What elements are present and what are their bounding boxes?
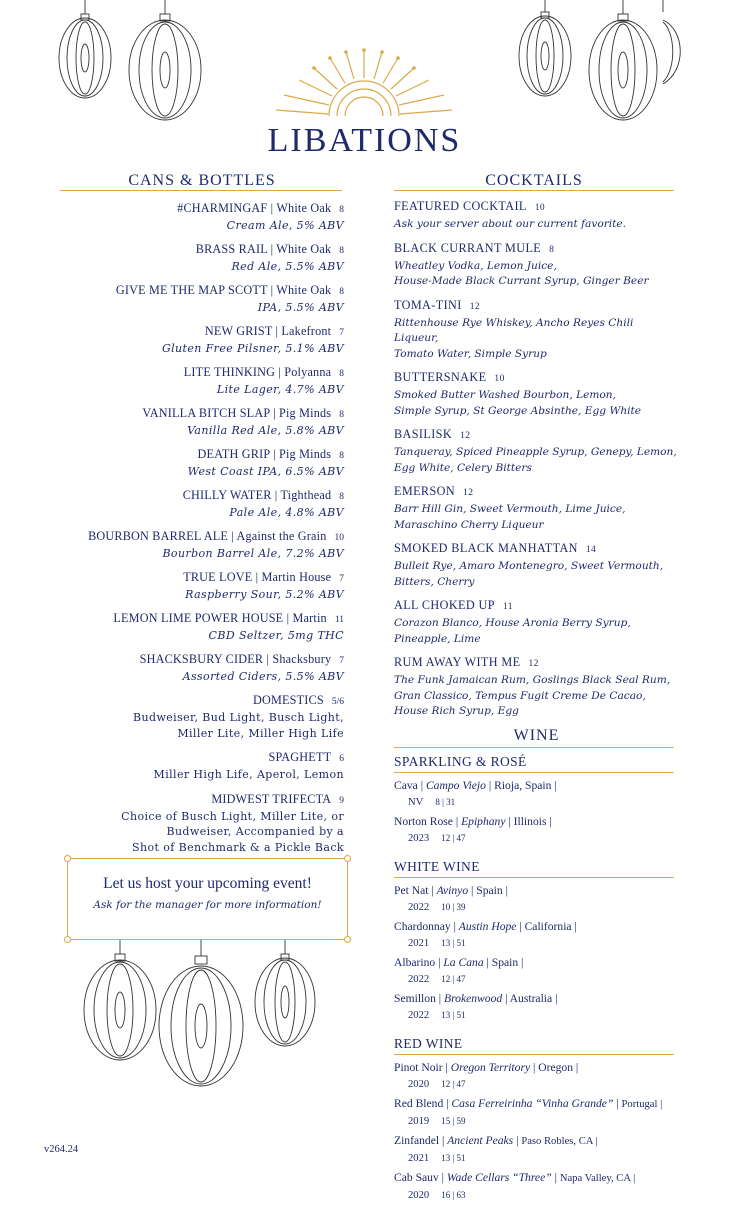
beer-price: 8: [339, 410, 344, 420]
beer-name: DEATH GRIP | Pig Minds: [197, 447, 332, 461]
wine-grape: Pet Nat: [394, 883, 429, 897]
wine-grape: Cab Sauv: [394, 1170, 439, 1184]
special-price: 6: [339, 754, 344, 764]
wine-divider: [394, 747, 674, 748]
wine-producer: La Cana: [443, 955, 484, 969]
wine-region: Spain |: [476, 883, 508, 897]
special-price: 5/6: [331, 697, 344, 707]
wine-region: Portugal |: [621, 1098, 663, 1110]
cocktail-name: FEATURED COCKTAIL: [394, 199, 527, 213]
special-name: SPAGHETT: [268, 750, 332, 764]
wine-producer: Epiphany: [461, 814, 506, 828]
beer-style: CBD Seltzer, 5mg THC: [208, 629, 344, 642]
cocktail-desc: Bulleit Rye, Amaro Montenegro, Sweet Vermouth,: [394, 560, 664, 572]
beer-price: 7: [339, 328, 344, 338]
cocktail-name: ALL CHOKED UP: [394, 598, 495, 612]
special-price: 9: [339, 795, 344, 806]
cocktail-desc: Simple Syrup, St George Absinthe, Egg White: [394, 404, 642, 417]
beer-item: [60, 446, 344, 479]
wine-item: Cava | Campo Viejo | Rioja, Spain | NV 8 | 31: [394, 778, 557, 808]
beer-price: 8: [339, 246, 344, 256]
special-item: [60, 791, 344, 856]
wine-section: [394, 859, 679, 1024]
menu-version: v264.24: [44, 1144, 79, 1155]
beer-item: [60, 487, 344, 520]
wine-year: 2022: [408, 973, 430, 985]
wine-section-divider: [394, 1054, 674, 1055]
beer-price: 8: [339, 451, 344, 461]
beer-price: 8: [339, 205, 344, 215]
cocktail-desc: Rittenhouse Rye Whiskey, Ancho Reyes Chili Liqueur,: [394, 316, 634, 344]
cocktails-list: [394, 198, 679, 1206]
cocktail-desc: Pineapple, Lime: [394, 632, 481, 645]
pendant-lamp-icon: [80, 940, 160, 1065]
event-subline: Ask for the manager for more information!: [93, 899, 322, 911]
cocktail-price: 12: [528, 659, 539, 669]
wine-year: 2020: [408, 1078, 430, 1090]
cocktail-desc: House-Made Black Currant Syrup, Ginger Beer: [394, 275, 649, 287]
wine-price: 13 | 51: [441, 937, 466, 948]
beer-style: Gluten Free Pilsner, 5.1% ABV: [161, 342, 344, 355]
page-title: LIBATIONS: [267, 122, 462, 159]
special-name: DOMESTICS: [252, 693, 324, 707]
cocktail-price: 12: [463, 488, 474, 498]
beer-name: SHACKSBURY CIDER | Shacksbury: [139, 652, 332, 666]
wine-grape: Norton Rose: [394, 814, 453, 828]
cocktail-desc: Smoked Butter Washed Bourbon, Lemon,: [394, 389, 616, 401]
beer-name: GIVE ME THE MAP SCOTT | White Oak: [115, 283, 332, 297]
beer-item: [60, 200, 344, 233]
special-desc: Shot of Benchmark & a Pickle Back: [132, 840, 344, 854]
wine-price: 15 | 59: [441, 1115, 466, 1126]
wine-year: NV: [408, 796, 424, 808]
special-desc: Miller High Life, Aperol, Lemon: [153, 768, 344, 781]
wine-producer: Avinyo: [436, 883, 469, 897]
wine-price: 12 | 47: [441, 832, 466, 843]
beer-name: BRASS RAIL | White Oak: [195, 242, 332, 256]
cocktail-name: RUM AWAY WITH ME: [394, 655, 521, 669]
wine-producer: Brokenwood: [444, 991, 503, 1005]
pendant-lamp-icon: [661, 0, 689, 90]
beer-price: 11: [334, 615, 344, 625]
wine-year: 2023: [408, 832, 430, 844]
wine-year: 2020: [408, 1189, 430, 1201]
wine-region: Australia |: [509, 991, 558, 1005]
cocktail-name: TOMA-TINI: [394, 297, 462, 312]
special-desc: Budweiser, Accompanied by a: [166, 825, 344, 838]
wine-section-title: WHITE WINE: [394, 858, 480, 874]
beer-name: CHILLY WATER | Tighthead: [182, 488, 332, 502]
wine-price: 8 | 31: [435, 796, 456, 807]
beer-style: Vanilla Red Ale, 5.8% ABV: [187, 424, 344, 437]
sunburst-logo-icon: [274, 48, 454, 118]
beer-style: Pale Ale, 4.8% ABV: [229, 506, 344, 519]
cocktail-desc: House Rich Syrup, Egg: [394, 705, 519, 717]
cocktail-item: [394, 240, 679, 290]
cocktail-desc: Tomato Water, Simple Syrup: [394, 347, 547, 360]
beer-style: Cream Ale, 5% ABV: [226, 219, 344, 232]
special-name: MIDWEST TRIFECTA: [211, 791, 332, 806]
beer-item: [60, 364, 344, 397]
pendant-lamp-icon: [125, 0, 205, 125]
wine-region: California |: [524, 919, 577, 933]
cocktail-name: SMOKED BLACK MANHATTAN: [394, 541, 578, 555]
beer-name: NEW GRIST | Lakefront: [204, 324, 332, 338]
wine-section: [394, 754, 679, 847]
wine-year: 2022: [408, 901, 430, 913]
wine-region: Paso Robles, CA |: [521, 1135, 598, 1147]
wine-producer: Oregon Territory: [450, 1060, 531, 1074]
cocktail-name: BLACK CURRANT MULE: [394, 240, 542, 255]
beer-item: [60, 610, 344, 643]
cocktail-desc: Wheatley Vodka, Lemon Juice,: [394, 259, 557, 272]
cocktail-item: [394, 297, 679, 363]
pendant-lamp-icon: [250, 940, 320, 1050]
beer-name: TRUE LOVE | Martin House: [183, 570, 332, 584]
beer-item: [60, 651, 344, 684]
cocktail-desc: The Funk Jamaican Rum, Goslings Black Seal Rum,: [394, 674, 671, 686]
cocktail-desc: Egg White, Celery Bitters: [394, 461, 532, 474]
beer-name: LEMON LIME POWER HOUSE | Martin: [113, 611, 327, 625]
wine-region: Illinois |: [513, 814, 552, 828]
wine-price: 12 | 47: [441, 973, 466, 984]
wine-price: 13 | 51: [441, 1152, 466, 1163]
cocktail-desc: Maraschino Cherry Liqueur: [394, 518, 544, 531]
wine-grape: Chardonnay: [394, 919, 451, 933]
wine-section-title: SPARKLING & ROSÉ: [394, 753, 527, 769]
wine-section: [394, 1036, 679, 1204]
wine-heading: WINE: [513, 726, 560, 744]
wine-grape: Red Blend: [394, 1096, 444, 1110]
pendant-lamp-icon: [155, 940, 247, 1090]
cocktail-name: BASILISK: [394, 427, 453, 441]
wine-producer: Wade Cellars “Three”: [446, 1170, 552, 1184]
cocktail-price: 12: [460, 431, 471, 441]
cans-heading: CANS & BOTTLES: [128, 172, 276, 189]
wine-item: Norton Rose | Epiphany | Illinois | 2023 12 | 47: [394, 814, 552, 844]
special-desc: Choice of Busch Light, Miller Lite, or: [121, 809, 344, 823]
wine-region: Napa Valley, CA |: [559, 1172, 636, 1184]
cocktail-price: 11: [502, 602, 513, 612]
beer-price: 8: [339, 369, 344, 379]
cocktail-item: [394, 198, 679, 233]
wine-section-title: RED WINE: [394, 1035, 463, 1051]
beer-name: #CHARMINGAF | White Oak: [177, 201, 332, 215]
special-item: [60, 692, 344, 741]
wine-region: Oregon |: [538, 1060, 579, 1074]
pendant-lamp-icon: [585, 0, 660, 125]
wine-year: 2021: [408, 1152, 430, 1164]
beer-price: 8: [339, 287, 344, 297]
cocktail-item: [394, 654, 679, 720]
cocktail-desc: Gran Classico, Tempus Fugit Creme De Cacao,: [394, 689, 646, 702]
cans-divider: [60, 190, 342, 191]
cocktail-price: 10: [494, 374, 505, 384]
beer-item: [60, 323, 344, 356]
cocktail-item: [394, 483, 679, 533]
wine-producer: Casa Ferreirinha “Vinha Grande”: [451, 1096, 614, 1110]
wine-producer: Austin Hope: [458, 919, 517, 933]
cans-list: [60, 200, 344, 863]
wine-region: Rioja, Spain |: [494, 778, 557, 792]
wine-year: 2022: [408, 1009, 430, 1021]
beer-item: [60, 282, 344, 315]
cocktails-heading: COCKTAILS: [485, 172, 583, 189]
wine-year: 2019: [408, 1115, 430, 1127]
wine-price: 13 | 51: [441, 1009, 466, 1020]
beer-style: Assorted Ciders, 5.5% ABV: [182, 670, 344, 683]
wine-price: 12 | 47: [441, 1078, 466, 1089]
beer-price: 7: [339, 574, 344, 584]
wine-item: Cab Sauv | Wade Cellars “Three” | Napa Valley, CA | 2020 16 | 63: [394, 1170, 636, 1201]
beer-style: Red Ale, 5.5% ABV: [231, 260, 344, 273]
beer-price: 8: [339, 492, 344, 502]
beer-style: Raspberry Sour, 5.2% ABV: [185, 588, 344, 601]
beer-item: [60, 405, 344, 438]
wine-region: Spain |: [491, 955, 524, 969]
wine-price: 10 | 39: [441, 901, 466, 912]
wine-price: 16 | 63: [441, 1189, 466, 1200]
cocktail-price: 8: [549, 244, 555, 255]
wine-item: Pinot Noir | Oregon Territory | Oregon | 2020 12 | 47: [394, 1060, 579, 1090]
wine-item: Chardonnay | Austin Hope | California | 2021 13 | 51: [394, 919, 577, 949]
beer-item: [60, 569, 344, 602]
event-callout: [67, 858, 348, 940]
cocktail-name: EMERSON: [394, 484, 456, 498]
cocktail-desc: Ask your server about our current favorite.: [394, 218, 627, 230]
wine-grape: Semillon: [394, 991, 436, 1005]
beer-item: [60, 528, 344, 561]
cocktail-desc: Bitters, Cherry: [394, 575, 475, 588]
beer-style: West Coast IPA, 6.5% ABV: [187, 465, 344, 478]
beer-item: [60, 241, 344, 274]
beer-style: Lite Lager, 4.7% ABV: [216, 383, 344, 396]
cocktail-desc: Tanqueray, Spiced Pineapple Syrup, Genepy, Lemon,: [394, 446, 677, 458]
beer-style: IPA, 5.5% ABV: [257, 301, 344, 314]
wine-year: 2021: [408, 937, 430, 949]
beer-style: Bourbon Barrel Ale, 7.2% ABV: [162, 547, 344, 560]
pendant-lamp-icon: [515, 0, 575, 100]
special-desc: Miller Lite, Miller High Life: [177, 726, 344, 740]
cocktail-desc: Barr Hill Gin, Sweet Vermouth, Lime Juice,: [394, 503, 626, 515]
wine-section-divider: [394, 772, 674, 773]
wine-item: Red Blend | Casa Ferreirinha “Vinha Grande” | Portugal | 2019 15 | 59: [394, 1096, 663, 1127]
cocktail-name: BUTTERSNAKE: [394, 370, 487, 384]
beer-name: VANILLA BITCH SLAP | Pig Minds: [142, 406, 332, 420]
wine-section-divider: [394, 877, 674, 878]
beer-price: 10: [334, 533, 344, 543]
wine-producer: Campo Viejo: [425, 778, 486, 792]
beer-name: BOURBON BARREL ALE | Against the Grain: [88, 529, 327, 543]
cocktails-divider: [394, 190, 674, 191]
cocktail-item: [394, 540, 679, 590]
wine-producer: Ancient Peaks: [447, 1133, 514, 1147]
event-headline: Let us host your upcoming event!: [103, 875, 312, 892]
pendant-lamp-icon: [55, 0, 115, 100]
special-desc: Budweiser, Bud Light, Busch Light,: [133, 711, 344, 724]
beer-name: LITE THINKING | Polyanna: [183, 365, 332, 379]
cocktail-item: [394, 597, 679, 647]
wine-grape: Albarino: [394, 955, 436, 969]
wine-grape: Cava: [394, 778, 418, 792]
wine-grape: Zinfandel: [394, 1133, 440, 1147]
wine-item: Zinfandel | Ancient Peaks | Paso Robles, CA | 2021 13 | 51: [394, 1133, 598, 1164]
cocktail-desc: Corazon Blanco, House Aronia Berry Syrup,: [394, 617, 631, 629]
special-item: [60, 749, 344, 783]
cocktail-item: [394, 426, 679, 476]
wine-item: Semillon | Brokenwood | Australia | 2022 13 | 51: [394, 991, 558, 1021]
wine-item: Pet Nat | Avinyo | Spain | 2022 10 | 39: [394, 883, 508, 913]
beer-price: 7: [339, 656, 344, 666]
wine-item: Albarino | La Cana | Spain | 2022 12 | 47: [394, 955, 524, 985]
cocktail-price: 10: [534, 203, 546, 213]
wine-grape: Pinot Noir: [394, 1060, 443, 1074]
cocktail-item: [394, 369, 679, 419]
cocktail-price: 14: [585, 545, 597, 555]
cocktail-price: 12: [469, 301, 480, 312]
